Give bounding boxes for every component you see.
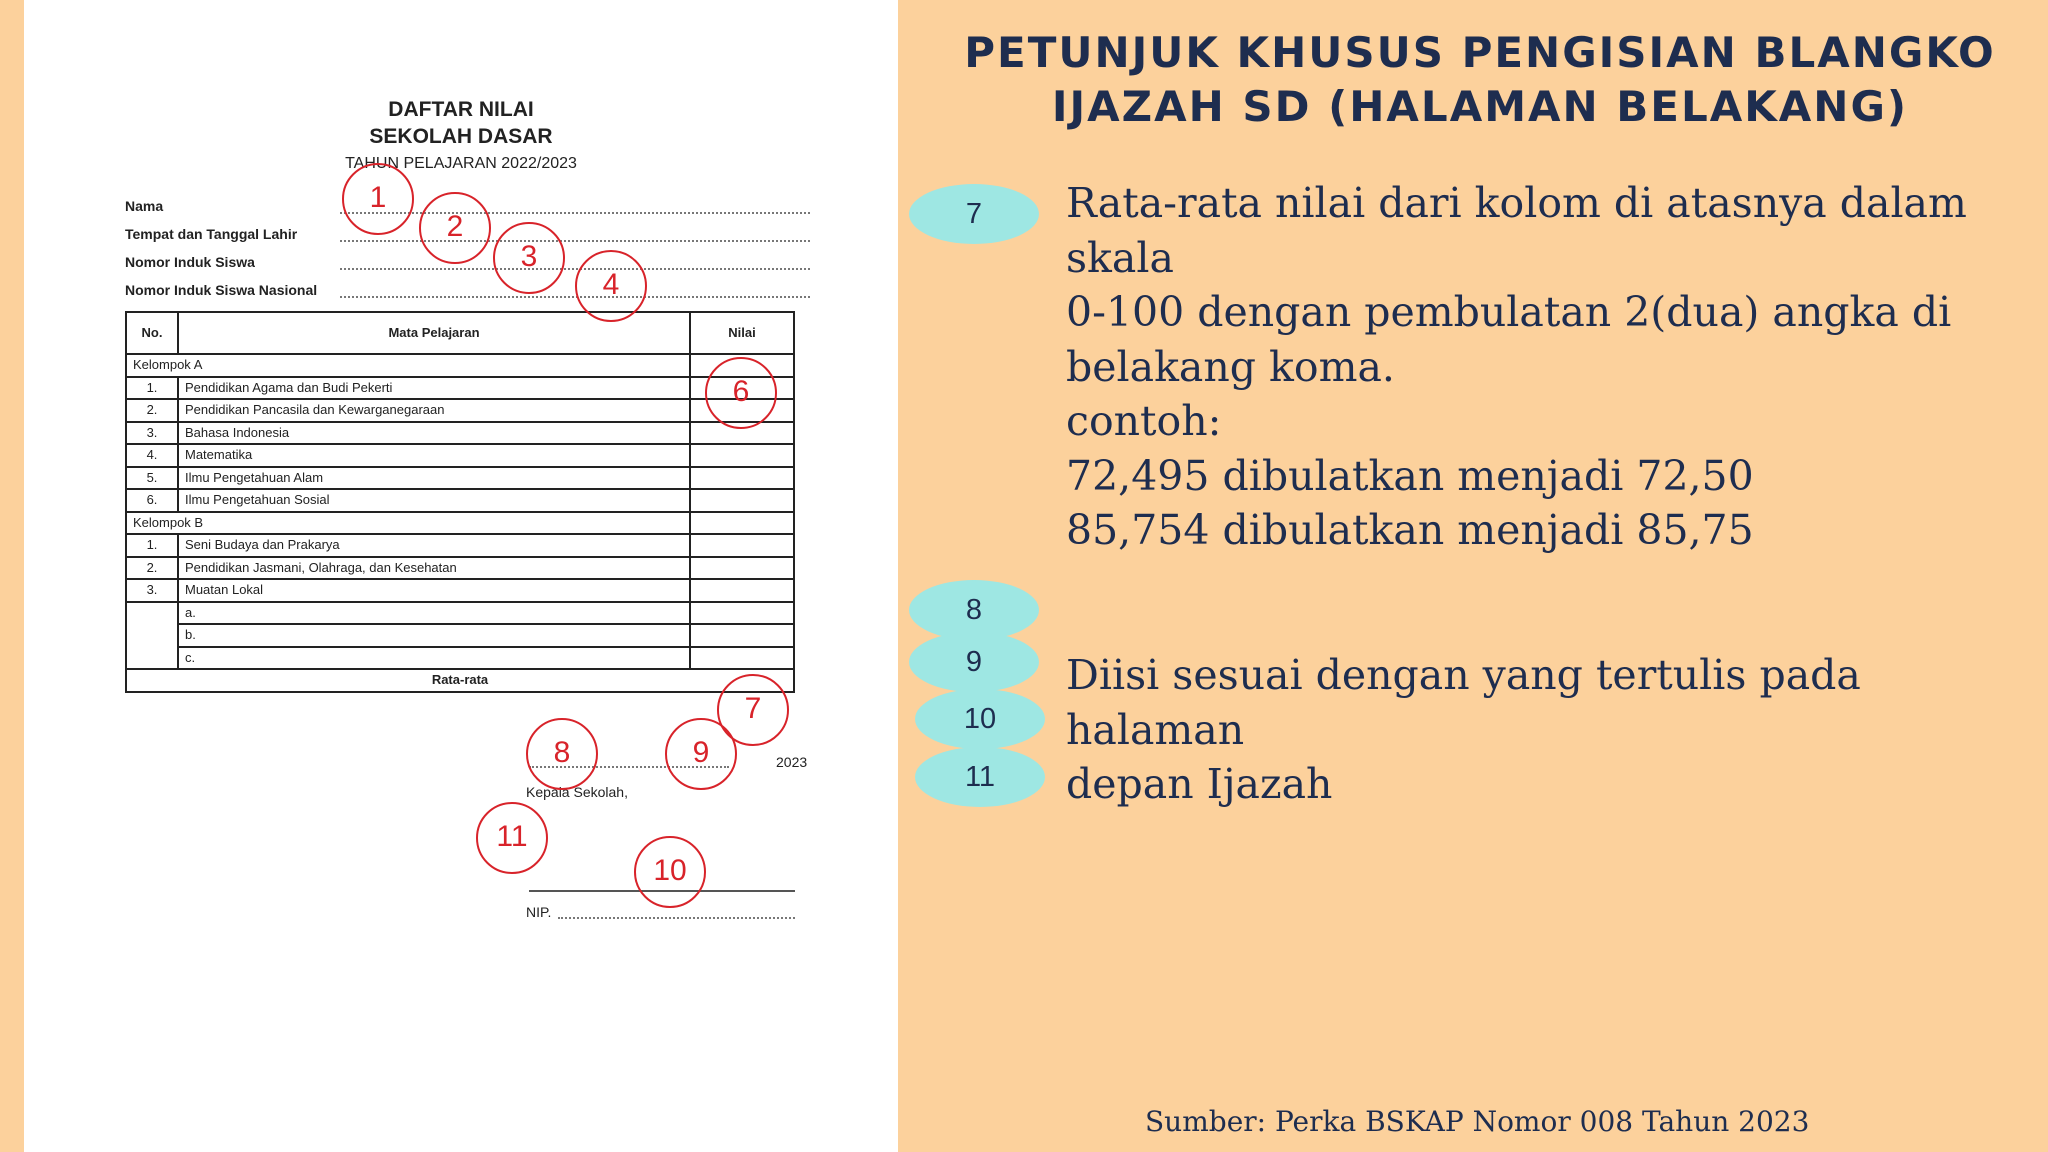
marker-circle-7: 7 xyxy=(717,674,789,746)
doc-year: TAHUN PELAJARAN 2022/2023 xyxy=(345,155,577,172)
row-no: 6. xyxy=(126,489,178,512)
subject-name: Seni Budaya dan Prakarya xyxy=(178,534,690,557)
marker-pill-10: 10 xyxy=(915,689,1045,749)
subject-name: Matematika xyxy=(178,444,690,467)
marker-circle-8: 8 xyxy=(526,718,598,790)
marker-circle-2: 2 xyxy=(419,192,491,264)
marker-pill-8: 8 xyxy=(909,580,1039,640)
item7-line: 85,754 dibulatkan menjadi 85,75 xyxy=(1066,506,1754,554)
marker-circle-4: 4 xyxy=(575,250,647,322)
item7-line: 0-100 dengan pembulatan 2(dua) angka di xyxy=(1066,288,1952,336)
field-nisn-label: Nomor Induk Siswa Nasional xyxy=(125,282,318,298)
document-image xyxy=(24,0,898,1152)
item7-line: contoh: xyxy=(1066,397,1222,445)
subject-name: Ilmu Pengetahuan Alam xyxy=(178,467,690,490)
item7-line: belakang koma. xyxy=(1066,342,1395,391)
group-b-label: Kelompok B xyxy=(126,512,690,535)
col-subject-header: Mata Pelajaran xyxy=(178,312,690,354)
items8-11-line: Diisi sesuai dengan yang tertulis pada halaman xyxy=(1066,651,1861,754)
field-nis-label: Nomor Induk Siswa xyxy=(125,254,255,270)
item7-text xyxy=(1066,176,2048,558)
marker-circle-10: 10 xyxy=(634,836,706,908)
marker-circle-1: 1 xyxy=(342,163,414,235)
marker-circle-9: 9 xyxy=(665,718,737,790)
row-no: 2. xyxy=(126,399,178,422)
row-no: 1. xyxy=(126,377,178,400)
marker-circle-6: 6 xyxy=(705,357,777,429)
group-a-label: Kelompok A xyxy=(126,354,690,377)
doc-subtitle: SEKOLAH DASAR xyxy=(369,125,553,148)
principal-label: Kepala Sekolah, xyxy=(526,784,628,800)
source-citation: Sumber: Perka BSKAP Nomor 008 Tahun 2023 xyxy=(1145,1105,1810,1138)
grade-sheet-form xyxy=(24,0,898,1152)
marker-pill-11: 11 xyxy=(915,747,1045,807)
subject-name: Pendidikan Agama dan Budi Pekerti xyxy=(178,377,690,400)
item7-line: 72,495 dibulatkan menjadi 72,50 xyxy=(1066,451,1754,500)
year-suffix: 2023 xyxy=(776,754,808,770)
row-no: 4. xyxy=(126,444,178,467)
subject-name: Muatan Lokal xyxy=(178,579,690,602)
field-nisn-line xyxy=(340,296,810,298)
row-no: 2. xyxy=(126,557,178,580)
field-nis-line xyxy=(340,268,810,270)
col-no-header: No. xyxy=(126,312,178,354)
nip-line xyxy=(558,917,795,919)
grades-table xyxy=(125,311,795,693)
subject-name: Pendidikan Pancasila dan Kewarganegaraan xyxy=(178,399,690,422)
field-nama-label: Nama xyxy=(125,198,164,214)
marker-circle-3: 3 xyxy=(493,222,565,294)
marker-pill-9: 9 xyxy=(909,632,1039,692)
field-ttl-line xyxy=(340,240,810,242)
subject-name: Bahasa Indonesia xyxy=(178,422,690,445)
slide-heading-line2: IJAZAH SD (HALAMAN BELAKANG) xyxy=(1051,82,1909,131)
row-no: 3. xyxy=(126,579,178,602)
row-no: 3. xyxy=(126,422,178,445)
slide-heading-line1: PETUNJUK KHUSUS PENGISIAN BLANGKO xyxy=(964,28,1996,77)
average-row-label: Rata-rata xyxy=(126,669,794,692)
subject-name: Ilmu Pengetahuan Sosial xyxy=(178,489,690,512)
subject-name: Pendidikan Jasmani, Olahraga, dan Kesehatan xyxy=(178,557,690,580)
subject-name: a. xyxy=(178,602,690,625)
col-grade-header: Nilai xyxy=(690,312,794,354)
doc-title: DAFTAR NILAI xyxy=(388,98,534,121)
marker-circle-11: 11 xyxy=(476,802,548,874)
nip-label: NIP. xyxy=(526,904,552,920)
subject-name: b. xyxy=(178,624,690,647)
item7-line: Rata-rata nilai dari kolom di atasnya dalam skala xyxy=(1066,179,1967,282)
items8-11-line: depan Ijazah xyxy=(1066,760,1333,808)
row-no: 5. xyxy=(126,467,178,490)
marker-pill-7: 7 xyxy=(909,184,1039,244)
items8-11-text xyxy=(1066,648,2048,812)
row-no: 1. xyxy=(126,534,178,557)
subject-name: c. xyxy=(178,647,690,670)
field-ttl-label: Tempat dan Tanggal Lahir xyxy=(125,226,298,242)
